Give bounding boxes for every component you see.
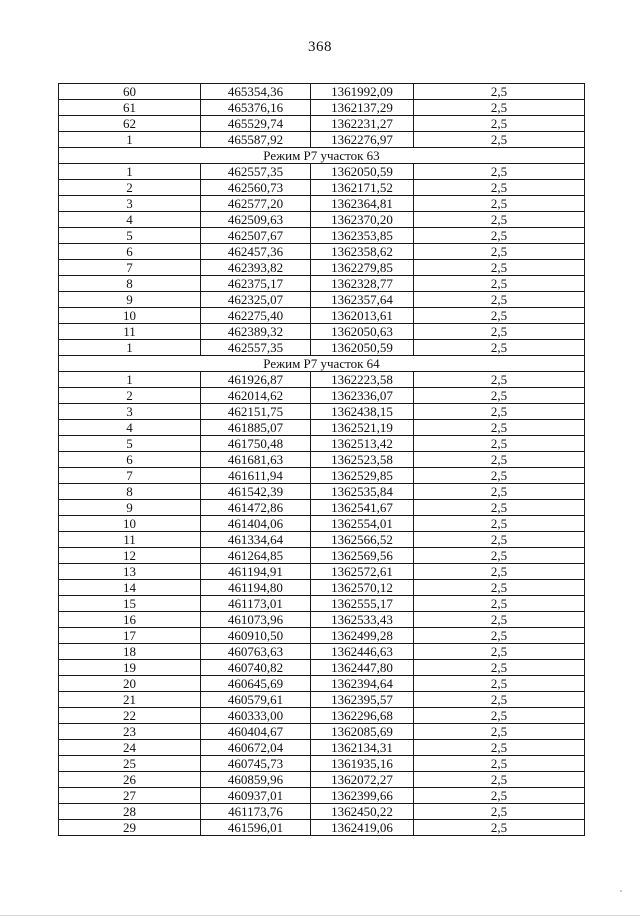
height-value-cell: 2,5: [414, 116, 585, 132]
y-coordinate-cell: 1362529,85: [311, 468, 414, 484]
x-coordinate-cell: 461404,06: [201, 516, 311, 532]
table-row: [59, 580, 585, 596]
x-coordinate-cell: 461596,01: [201, 820, 311, 836]
point-number-cell: 19: [59, 660, 201, 676]
table-row: [59, 756, 585, 772]
point-number-cell: 61: [59, 100, 201, 116]
y-coordinate-cell: 1362394,64: [311, 676, 414, 692]
height-value-cell: 2,5: [414, 452, 585, 468]
height-value-cell: 2,5: [414, 804, 585, 820]
height-value-cell: 2,5: [414, 212, 585, 228]
y-coordinate-cell: 1362085,69: [311, 724, 414, 740]
point-number-cell: 1: [59, 164, 201, 180]
height-value-cell: 2,5: [414, 484, 585, 500]
table-row: [59, 740, 585, 756]
section-title: Режим Р7 участок 63: [59, 148, 585, 164]
x-coordinate-cell: 461073,96: [201, 612, 311, 628]
point-number-cell: 2: [59, 180, 201, 196]
point-number-cell: 26: [59, 772, 201, 788]
y-coordinate-cell: 1362336,07: [311, 388, 414, 404]
y-coordinate-cell: 1362572,61: [311, 564, 414, 580]
table-row: [59, 84, 585, 100]
height-value-cell: 2,5: [414, 516, 585, 532]
point-number-cell: 60: [59, 84, 201, 100]
section-title: Режим Р7 участок 64: [59, 356, 585, 372]
x-coordinate-cell: 460745,73: [201, 756, 311, 772]
y-coordinate-cell: 1361992,09: [311, 84, 414, 100]
y-coordinate-cell: 1362279,85: [311, 260, 414, 276]
table-row: [59, 484, 585, 500]
point-number-cell: 17: [59, 628, 201, 644]
x-coordinate-cell: 462325,07: [201, 292, 311, 308]
height-value-cell: 2,5: [414, 388, 585, 404]
x-coordinate-cell: 462560,73: [201, 180, 311, 196]
y-coordinate-cell: 1362523,58: [311, 452, 414, 468]
x-coordinate-cell: 461611,94: [201, 468, 311, 484]
table-row: [59, 228, 585, 244]
table-row: [59, 660, 585, 676]
y-coordinate-cell: 1362513,42: [311, 436, 414, 452]
table-row: [59, 708, 585, 724]
height-value-cell: 2,5: [414, 788, 585, 804]
scan-edge-line: [0, 915, 640, 916]
x-coordinate-cell: 462393,82: [201, 260, 311, 276]
height-value-cell: 2,5: [414, 132, 585, 148]
section-header-row: [59, 148, 585, 164]
point-number-cell: 29: [59, 820, 201, 836]
table-row: [59, 100, 585, 116]
y-coordinate-cell: 1362499,28: [311, 628, 414, 644]
table-row: [59, 564, 585, 580]
table-row: [59, 436, 585, 452]
x-coordinate-cell: 461750,48: [201, 436, 311, 452]
height-value-cell: 2,5: [414, 628, 585, 644]
point-number-cell: 16: [59, 612, 201, 628]
height-value-cell: 2,5: [414, 260, 585, 276]
x-coordinate-cell: 460740,82: [201, 660, 311, 676]
table-row: [59, 292, 585, 308]
x-coordinate-cell: 461264,85: [201, 548, 311, 564]
x-coordinate-cell: 461194,91: [201, 564, 311, 580]
table-row: [59, 804, 585, 820]
x-coordinate-cell: 460910,50: [201, 628, 311, 644]
table-row: [59, 596, 585, 612]
point-number-cell: 24: [59, 740, 201, 756]
table-row: [59, 676, 585, 692]
height-value-cell: 2,5: [414, 340, 585, 356]
height-value-cell: 2,5: [414, 324, 585, 340]
y-coordinate-cell: 1362419,06: [311, 820, 414, 836]
x-coordinate-cell: 461173,01: [201, 596, 311, 612]
point-number-cell: 10: [59, 516, 201, 532]
height-value-cell: 2,5: [414, 244, 585, 260]
y-coordinate-cell: 1362395,57: [311, 692, 414, 708]
coordinates-table: [58, 83, 585, 836]
height-value-cell: 2,5: [414, 772, 585, 788]
point-number-cell: 5: [59, 228, 201, 244]
table-row: [59, 180, 585, 196]
x-coordinate-cell: 460645,69: [201, 676, 311, 692]
table-row: [59, 196, 585, 212]
point-number-cell: 5: [59, 436, 201, 452]
point-number-cell: 4: [59, 212, 201, 228]
page-number: 368: [308, 39, 332, 55]
point-number-cell: 6: [59, 452, 201, 468]
x-coordinate-cell: 462507,67: [201, 228, 311, 244]
table-row: [59, 404, 585, 420]
y-coordinate-cell: 1362223,58: [311, 372, 414, 388]
height-value-cell: 2,5: [414, 644, 585, 660]
y-coordinate-cell: 1362353,85: [311, 228, 414, 244]
point-number-cell: 28: [59, 804, 201, 820]
y-coordinate-cell: 1362438,15: [311, 404, 414, 420]
table-row: [59, 548, 585, 564]
height-value-cell: 2,5: [414, 676, 585, 692]
point-number-cell: 27: [59, 788, 201, 804]
point-number-cell: 8: [59, 276, 201, 292]
y-coordinate-cell: 1362013,61: [311, 308, 414, 324]
table-row: [59, 116, 585, 132]
point-number-cell: 3: [59, 196, 201, 212]
x-coordinate-cell: 461334,64: [201, 532, 311, 548]
y-coordinate-cell: 1362554,01: [311, 516, 414, 532]
y-coordinate-cell: 1362072,27: [311, 772, 414, 788]
height-value-cell: 2,5: [414, 308, 585, 324]
x-coordinate-cell: 462275,40: [201, 308, 311, 324]
y-coordinate-cell: 1362296,68: [311, 708, 414, 724]
height-value-cell: 2,5: [414, 724, 585, 740]
height-value-cell: 2,5: [414, 708, 585, 724]
x-coordinate-cell: 460333,00: [201, 708, 311, 724]
x-coordinate-cell: 465529,74: [201, 116, 311, 132]
x-coordinate-cell: 461472,86: [201, 500, 311, 516]
table-row: [59, 500, 585, 516]
point-number-cell: 7: [59, 468, 201, 484]
point-number-cell: 11: [59, 532, 201, 548]
point-number-cell: 18: [59, 644, 201, 660]
height-value-cell: 2,5: [414, 180, 585, 196]
table-row: [59, 372, 585, 388]
point-number-cell: 23: [59, 724, 201, 740]
x-coordinate-cell: 460859,96: [201, 772, 311, 788]
x-coordinate-cell: 460579,61: [201, 692, 311, 708]
height-value-cell: 2,5: [414, 372, 585, 388]
point-number-cell: 15: [59, 596, 201, 612]
table-row: [59, 276, 585, 292]
height-value-cell: 2,5: [414, 548, 585, 564]
point-number-cell: 13: [59, 564, 201, 580]
y-coordinate-cell: 1362569,56: [311, 548, 414, 564]
y-coordinate-cell: 1362328,77: [311, 276, 414, 292]
height-value-cell: 2,5: [414, 100, 585, 116]
x-coordinate-cell: 460763,63: [201, 644, 311, 660]
height-value-cell: 2,5: [414, 420, 585, 436]
y-coordinate-cell: 1362535,84: [311, 484, 414, 500]
y-coordinate-cell: 1362357,64: [311, 292, 414, 308]
table-row: [59, 324, 585, 340]
x-coordinate-cell: 461194,80: [201, 580, 311, 596]
table-row: [59, 260, 585, 276]
x-coordinate-cell: 462457,36: [201, 244, 311, 260]
height-value-cell: 2,5: [414, 532, 585, 548]
x-coordinate-cell: 465587,92: [201, 132, 311, 148]
table-row: [59, 212, 585, 228]
point-number-cell: 9: [59, 292, 201, 308]
height-value-cell: 2,5: [414, 500, 585, 516]
x-coordinate-cell: 460672,04: [201, 740, 311, 756]
height-value-cell: 2,5: [414, 468, 585, 484]
y-coordinate-cell: 1362137,29: [311, 100, 414, 116]
x-coordinate-cell: 462014,62: [201, 388, 311, 404]
point-number-cell: 1: [59, 340, 201, 356]
point-number-cell: 12: [59, 548, 201, 564]
point-number-cell: 6: [59, 244, 201, 260]
point-number-cell: 1: [59, 132, 201, 148]
table-row: [59, 516, 585, 532]
height-value-cell: 2,5: [414, 164, 585, 180]
point-number-cell: 20: [59, 676, 201, 692]
height-value-cell: 2,5: [414, 564, 585, 580]
table-row: [59, 820, 585, 836]
height-value-cell: 2,5: [414, 660, 585, 676]
y-coordinate-cell: 1362447,80: [311, 660, 414, 676]
y-coordinate-cell: 1362276,97: [311, 132, 414, 148]
table-row: [59, 772, 585, 788]
y-coordinate-cell: 1362231,27: [311, 116, 414, 132]
table-row: [59, 308, 585, 324]
point-number-cell: 8: [59, 484, 201, 500]
y-coordinate-cell: 1362399,66: [311, 788, 414, 804]
height-value-cell: 2,5: [414, 276, 585, 292]
height-value-cell: 2,5: [414, 740, 585, 756]
y-coordinate-cell: 1362171,52: [311, 180, 414, 196]
point-number-cell: 21: [59, 692, 201, 708]
table-row: [59, 388, 585, 404]
section-header-row: [59, 356, 585, 372]
y-coordinate-cell: 1362358,62: [311, 244, 414, 260]
x-coordinate-cell: 462151,75: [201, 404, 311, 420]
y-coordinate-cell: 1362446,63: [311, 644, 414, 660]
height-value-cell: 2,5: [414, 196, 585, 212]
x-coordinate-cell: 460937,01: [201, 788, 311, 804]
point-number-cell: 7: [59, 260, 201, 276]
table-row: [59, 132, 585, 148]
x-coordinate-cell: 462389,32: [201, 324, 311, 340]
table-row: [59, 692, 585, 708]
table-row: [59, 788, 585, 804]
x-coordinate-cell: 461926,87: [201, 372, 311, 388]
y-coordinate-cell: 1361935,16: [311, 756, 414, 772]
y-coordinate-cell: 1362541,67: [311, 500, 414, 516]
table-row: [59, 420, 585, 436]
table-row: [59, 164, 585, 180]
height-value-cell: 2,5: [414, 692, 585, 708]
x-coordinate-cell: 462509,63: [201, 212, 311, 228]
height-value-cell: 2,5: [414, 756, 585, 772]
table-row: [59, 452, 585, 468]
table-row: [59, 644, 585, 660]
table-row: [59, 468, 585, 484]
coordinates-table-body: [59, 84, 585, 836]
height-value-cell: 2,5: [414, 612, 585, 628]
y-coordinate-cell: 1362364,81: [311, 196, 414, 212]
table-row: [59, 628, 585, 644]
point-number-cell: 22: [59, 708, 201, 724]
height-value-cell: 2,5: [414, 404, 585, 420]
table-row: [59, 244, 585, 260]
x-coordinate-cell: 460404,67: [201, 724, 311, 740]
y-coordinate-cell: 1362521,19: [311, 420, 414, 436]
point-number-cell: 11: [59, 324, 201, 340]
y-coordinate-cell: 1362050,59: [311, 164, 414, 180]
point-number-cell: 14: [59, 580, 201, 596]
x-coordinate-cell: 465376,16: [201, 100, 311, 116]
y-coordinate-cell: 1362134,31: [311, 740, 414, 756]
height-value-cell: 2,5: [414, 84, 585, 100]
point-number-cell: 9: [59, 500, 201, 516]
x-coordinate-cell: 465354,36: [201, 84, 311, 100]
x-coordinate-cell: 461542,39: [201, 484, 311, 500]
table-row: [59, 612, 585, 628]
y-coordinate-cell: 1362533,43: [311, 612, 414, 628]
x-coordinate-cell: 462375,17: [201, 276, 311, 292]
height-value-cell: 2,5: [414, 292, 585, 308]
y-coordinate-cell: 1362570,12: [311, 580, 414, 596]
height-value-cell: 2,5: [414, 580, 585, 596]
height-value-cell: 2,5: [414, 436, 585, 452]
y-coordinate-cell: 1362050,63: [311, 324, 414, 340]
point-number-cell: 2: [59, 388, 201, 404]
x-coordinate-cell: 461173,76: [201, 804, 311, 820]
scan-speck: [620, 890, 622, 892]
point-number-cell: 25: [59, 756, 201, 772]
height-value-cell: 2,5: [414, 228, 585, 244]
height-value-cell: 2,5: [414, 596, 585, 612]
point-number-cell: 62: [59, 116, 201, 132]
table-row: [59, 532, 585, 548]
table-row: [59, 340, 585, 356]
height-value-cell: 2,5: [414, 820, 585, 836]
y-coordinate-cell: 1362555,17: [311, 596, 414, 612]
y-coordinate-cell: 1362566,52: [311, 532, 414, 548]
x-coordinate-cell: 462557,35: [201, 340, 311, 356]
y-coordinate-cell: 1362050,59: [311, 340, 414, 356]
point-number-cell: 4: [59, 420, 201, 436]
y-coordinate-cell: 1362450,22: [311, 804, 414, 820]
x-coordinate-cell: 461681,63: [201, 452, 311, 468]
point-number-cell: 1: [59, 372, 201, 388]
point-number-cell: 10: [59, 308, 201, 324]
x-coordinate-cell: 462557,35: [201, 164, 311, 180]
point-number-cell: 3: [59, 404, 201, 420]
y-coordinate-cell: 1362370,20: [311, 212, 414, 228]
x-coordinate-cell: 461885,07: [201, 420, 311, 436]
table-row: [59, 724, 585, 740]
x-coordinate-cell: 462577,20: [201, 196, 311, 212]
